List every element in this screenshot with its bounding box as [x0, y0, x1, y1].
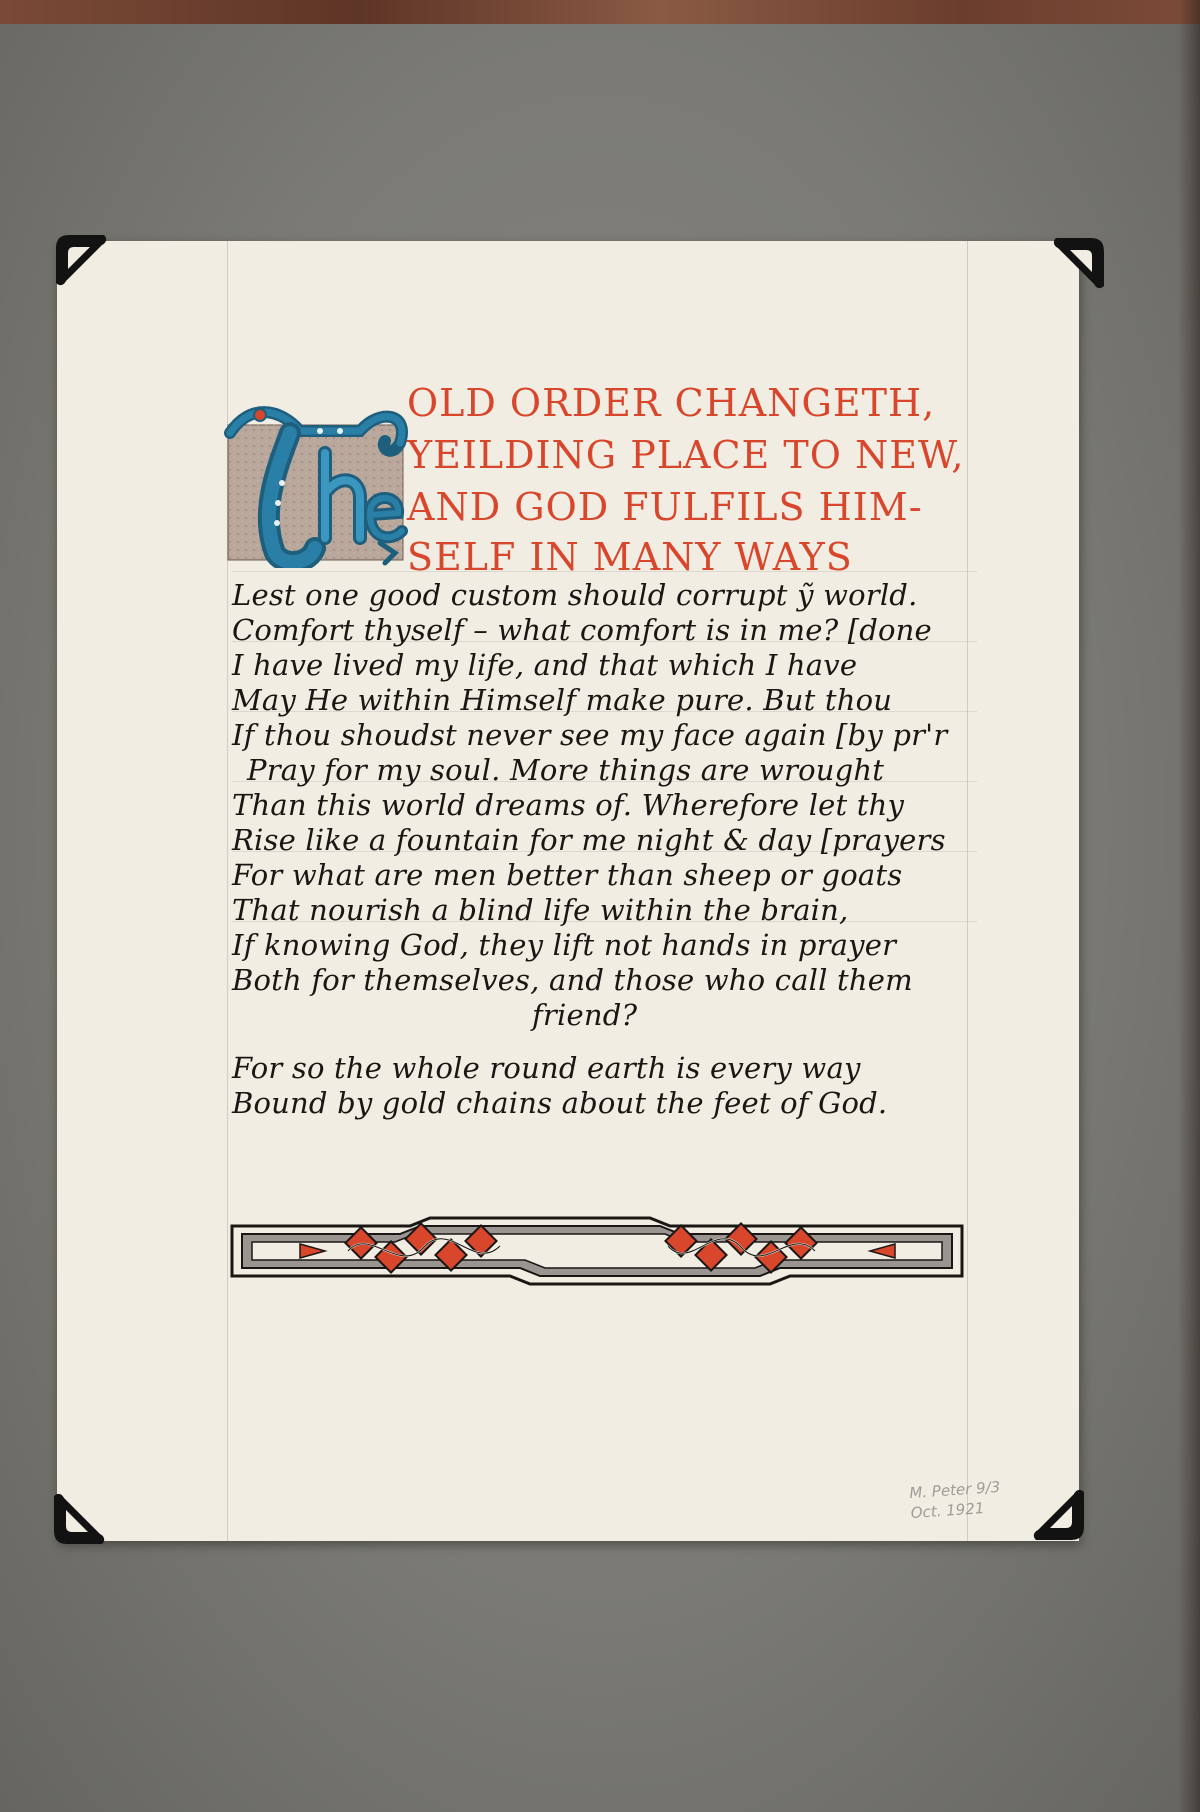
verse-line: friend? — [532, 998, 638, 1032]
verse-line: Lest one good custom should corrupt ỹ world. — [232, 578, 918, 612]
heading-line: SELF IN MANY WAYS — [407, 535, 853, 579]
closing-line: For so the whole round earth is every way — [232, 1051, 861, 1085]
heading-line: OLD ORDER CHANGETH, — [407, 381, 936, 425]
verse-line: Pray for my soul. More things are wrought — [247, 753, 885, 787]
photo-corner-icon — [1030, 1486, 1094, 1550]
heading-line: AND GOD FULFILS HIM- — [407, 485, 923, 529]
pencil-signature — [909, 1477, 1003, 1523]
album-board-shadow — [1178, 0, 1200, 1812]
verse-line: Comfort thyself – what comfort is in me? [done — [232, 613, 932, 647]
verse-line: Rise like a fountain for me night & day [prayers — [232, 823, 946, 857]
illuminated-initial-icon — [220, 403, 410, 568]
verse-line: That nourish a blind life within the brain, — [232, 893, 849, 927]
verse-line: If knowing God, they lift not hands in prayer — [232, 928, 897, 962]
photo-corner-icon — [1050, 228, 1114, 292]
signature-date: Oct. 1921 — [910, 1499, 985, 1523]
manuscript-sheet — [57, 241, 1079, 1541]
wooden-table-edge — [0, 0, 1200, 24]
verse-line: For what are men better than sheep or goats — [232, 858, 903, 892]
verse-line: Both for themselves, and those who call them — [232, 963, 913, 997]
heading-line: YEILDING PLACE TO NEW, — [407, 433, 965, 477]
closing-line: Bound by gold chains about the feet of God. — [232, 1086, 888, 1120]
photo-corner-icon — [46, 225, 110, 289]
verse-line: If thou shoudst never see my face again [by pr'r — [232, 718, 948, 752]
verse-line: May He within Himself make pure. But thou — [232, 683, 893, 717]
verse-line: I have lived my life, and that which I have — [232, 648, 858, 682]
photo-corner-icon — [44, 1490, 108, 1554]
signature-name: M. Peter 9/3 — [908, 1477, 1001, 1503]
ruling-line — [967, 241, 968, 1541]
celtic-knot-border-icon — [230, 1216, 965, 1286]
verse-line: Than this world dreams of. Wherefore let thy — [232, 788, 905, 822]
